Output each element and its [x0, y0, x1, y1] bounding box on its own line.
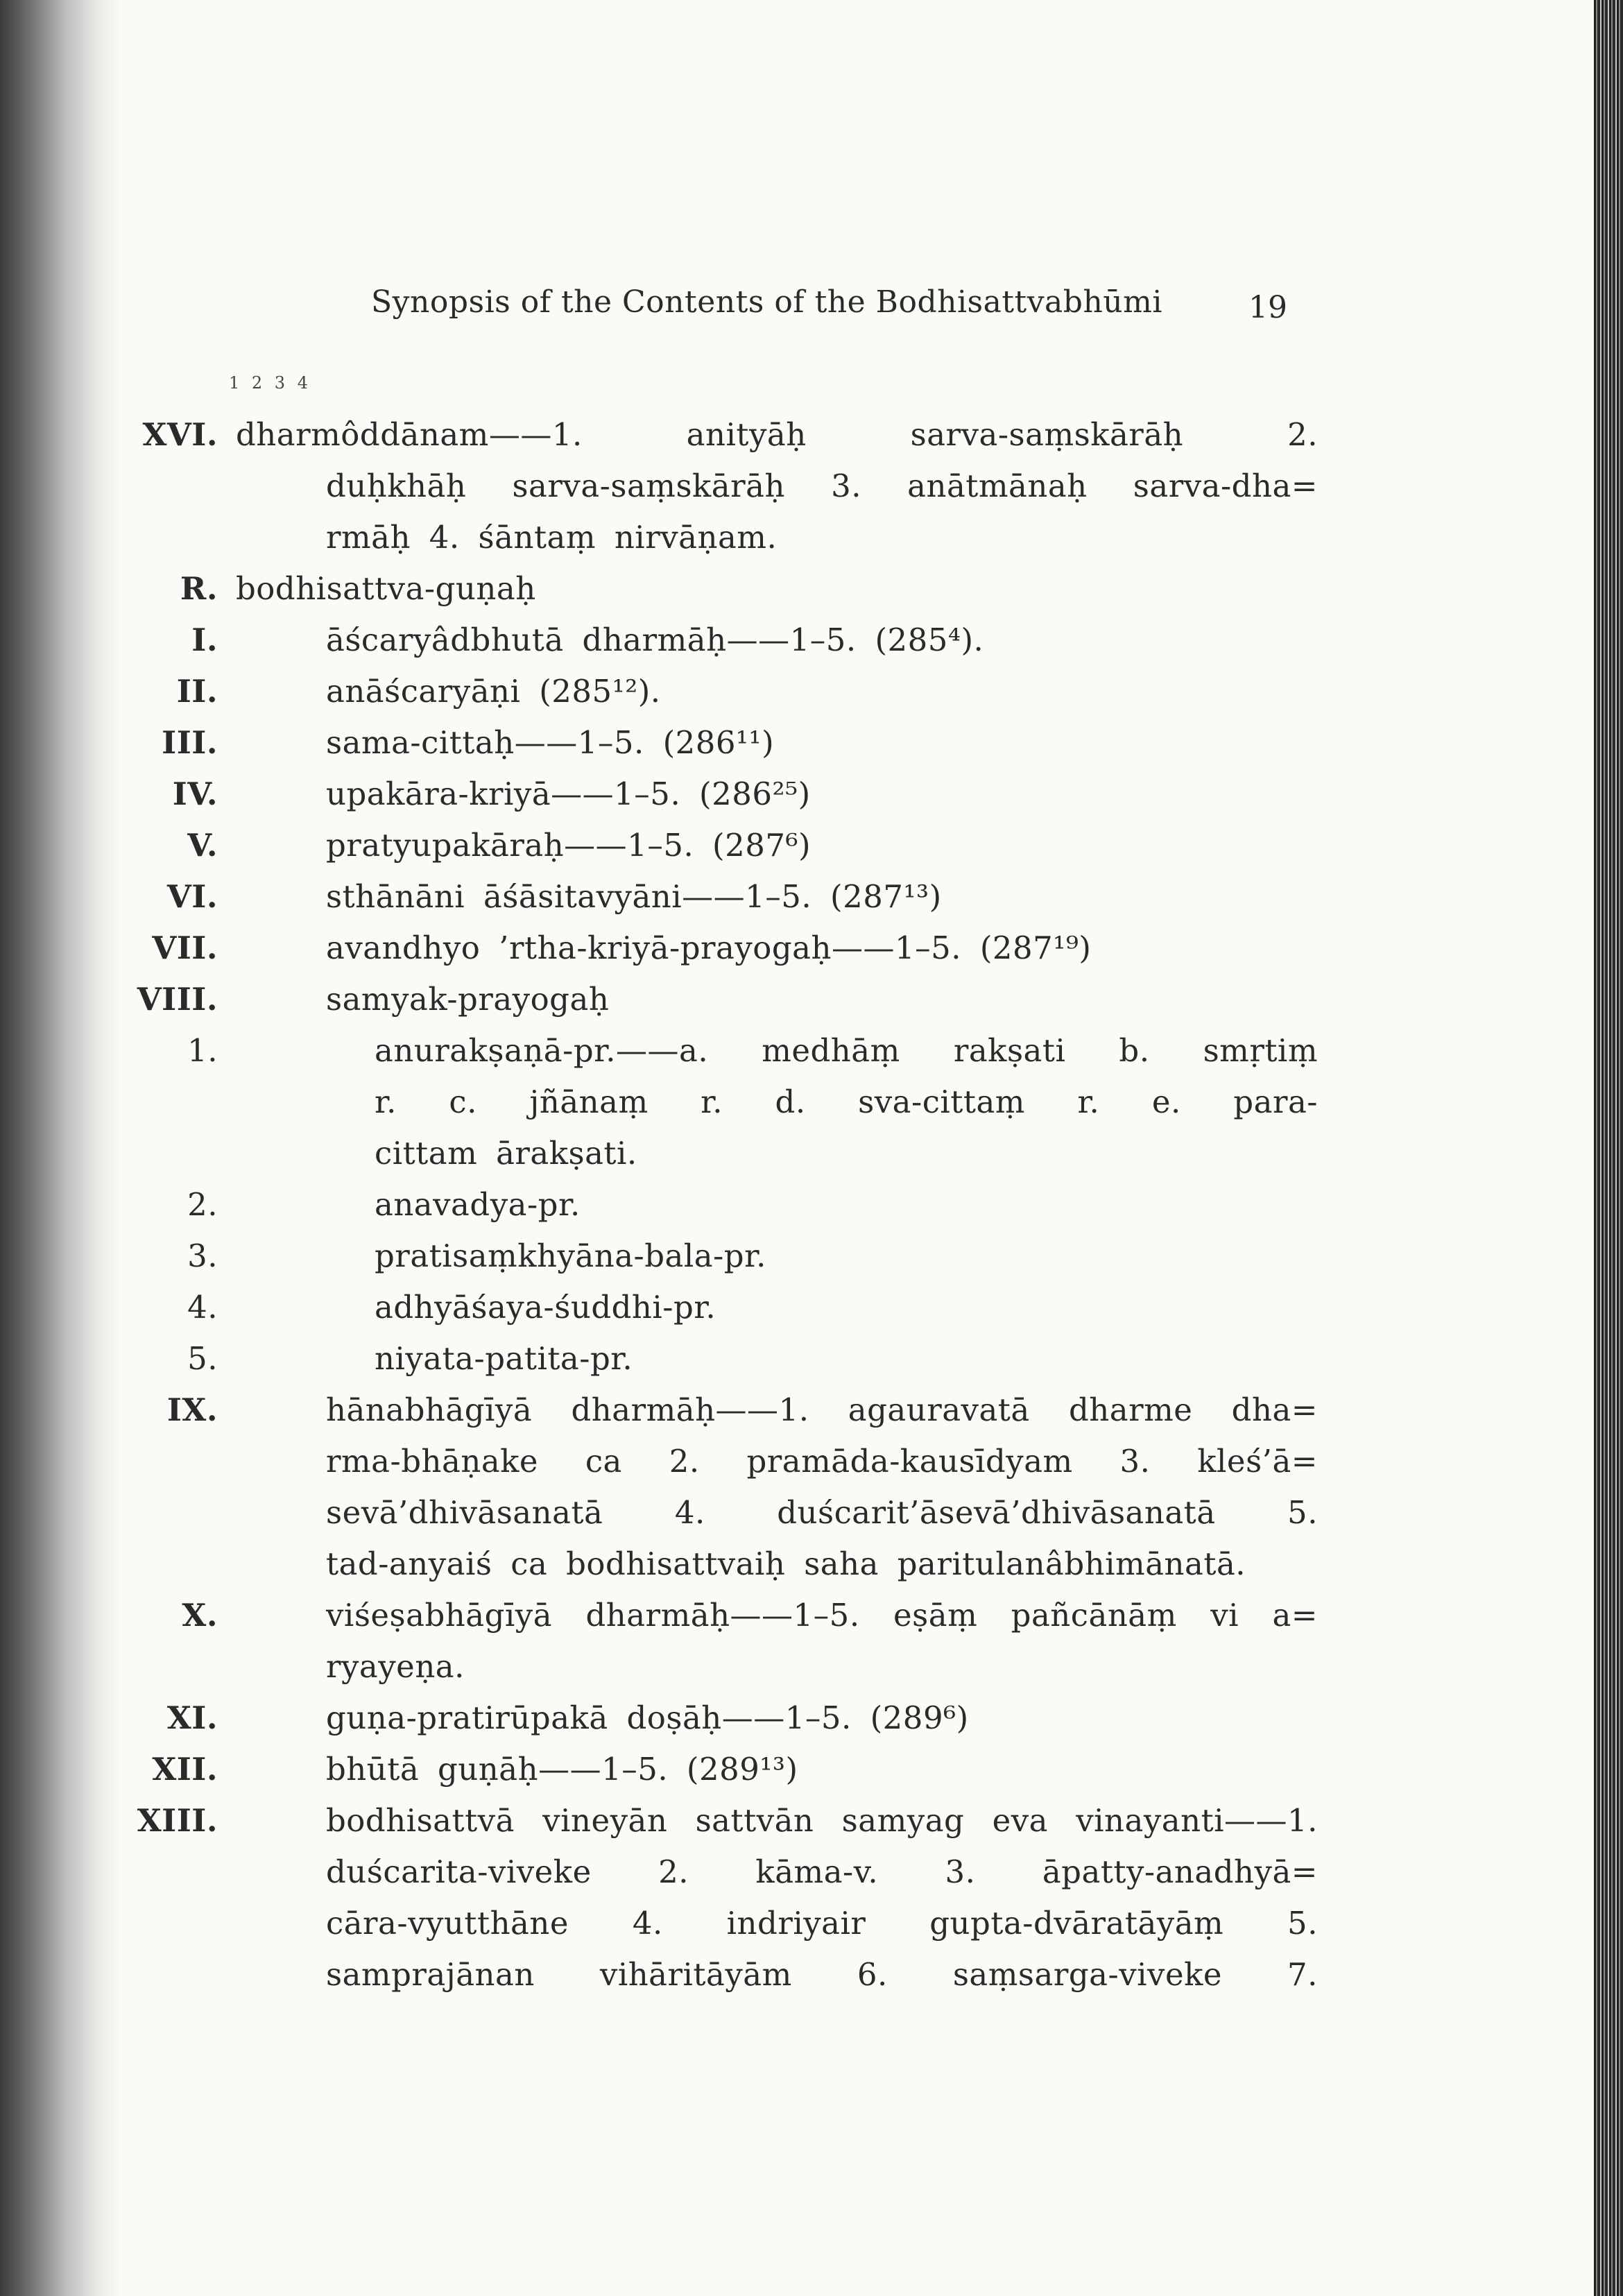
synopsis-line	[236, 1487, 1318, 1539]
synopsis-line	[137, 974, 1318, 1025]
line-marker: IX.	[166, 1391, 218, 1428]
synopsis-line	[187, 1025, 1318, 1077]
line-marker: VII.	[152, 929, 218, 966]
synopsis-line	[236, 1949, 1318, 2001]
synopsis-line	[236, 1539, 1318, 1590]
line-marker: VIII.	[137, 981, 218, 1018]
line-text: cittam ārakṣati.	[375, 1135, 637, 1172]
line-text: tad-anyaiś ca bodhisattvaiḥ saha paritulanâbhimānatā.	[326, 1545, 1246, 1582]
synopsis-line	[236, 461, 1318, 512]
synopsis-line	[236, 1128, 1318, 1179]
synopsis-line	[172, 769, 1318, 820]
line-marker: III.	[162, 724, 218, 761]
synopsis-line	[166, 1385, 1318, 1436]
line-text: adhyāśaya-śuddhi-pr.	[375, 1289, 716, 1326]
line-text: rmāḥ 4. śāntaṃ nirvāṇam.	[326, 519, 778, 556]
line-text: samprajānan vihāritāyām 6. saṃsarga-viveke 7.	[326, 1956, 1318, 1993]
scan-binding-right	[1594, 0, 1623, 2296]
line-marker: 4.	[187, 1289, 218, 1326]
line-text: duścarita-viveke 2. kāma-v. 3. āpatty-anadhyā=	[326, 1853, 1318, 1890]
synopsis-line	[152, 1744, 1318, 1795]
synopsis-line	[182, 1590, 1318, 1641]
line-text: r. c. jñānaṃ r. d. sva-cittaṃ r. e. para-	[375, 1083, 1318, 1120]
line-marker: 5.	[187, 1340, 218, 1377]
line-text: anurakṣaṇā-pr.——a. medhāṃ rakṣati b. smṛtiṃ	[375, 1032, 1318, 1069]
synopsis-line	[176, 666, 1318, 717]
line-text: anavadya-pr.	[375, 1186, 581, 1223]
line-marker: VI.	[166, 878, 218, 915]
line-text: samyak-prayogaḥ	[326, 981, 610, 1018]
scan-shadow-left	[0, 0, 121, 2296]
running-title: Synopsis of the Contents of the Bodhisattvabhūmi	[371, 284, 1162, 320]
line-marker: XVI.	[142, 416, 218, 453]
synopsis-line	[236, 1847, 1318, 1898]
line-marker: R.	[180, 570, 218, 607]
line-text: pratyupakāraḥ——1–5. (287⁶)	[326, 827, 812, 864]
line-text: guṇa-pratirūpakā doṣāḥ——1–5. (289⁶)	[326, 1699, 969, 1736]
line-marker: IV.	[172, 776, 218, 812]
line-text: duḥkhāḥ sarva-saṃskārāḥ 3. anātmānaḥ sarva-dha=	[326, 468, 1318, 504]
synopsis-line	[187, 1282, 1318, 1333]
synopsis-line	[166, 1693, 1318, 1744]
line-marker: XI.	[166, 1699, 218, 1736]
line-text: dharmôddānam——1. anityāḥ sarva-saṃskārāḥ 2.	[236, 416, 1318, 453]
line-text: āścaryâdbhutā dharmāḥ——1–5. (285⁴).	[326, 622, 984, 658]
synopsis-line	[236, 1077, 1318, 1128]
line-text: bodhisattva-guṇaḥ	[236, 570, 536, 607]
synopsis-line	[236, 1898, 1318, 1949]
line-text: viśeṣabhāgīyā dharmāḥ——1–5. eṣāṃ pañcānāṃ vi a=	[326, 1597, 1318, 1634]
synopsis-line	[166, 871, 1318, 923]
synopsis-line	[187, 820, 1318, 871]
line-marker: X.	[182, 1597, 218, 1634]
synopsis-line	[236, 512, 1318, 563]
line-text: cāra-vyutthāne 4. indriyair gupta-dvāratāyāṃ 5.	[326, 1905, 1318, 1942]
synopsis-line	[137, 1795, 1318, 1847]
line-text: bhūtā guṇāḥ——1–5. (289¹³)	[326, 1751, 798, 1788]
line-marker: XIII.	[137, 1802, 218, 1839]
line-text: rma-bhāṇake ca 2. pramāda-kausīdyam 3. kleś’ā=	[326, 1443, 1318, 1480]
line-text: sthānāni āśāsitavyāni——1–5. (287¹³)	[326, 878, 942, 915]
line-text: ryayeṇa.	[326, 1648, 465, 1685]
line-marker: II.	[176, 673, 218, 710]
running-header	[0, 284, 1623, 333]
line-marker: 1.	[187, 1032, 218, 1069]
synopsis-line	[187, 1333, 1318, 1385]
synopsis-line	[187, 1179, 1318, 1231]
line-marker: 2.	[187, 1186, 218, 1223]
synopsis-line	[162, 717, 1318, 769]
synopsis-line	[180, 563, 1318, 615]
line-text: pratisaṃkhyāna-bala-pr.	[375, 1237, 766, 1274]
synopsis-line	[152, 923, 1318, 974]
synopsis-line	[187, 1231, 1318, 1282]
synopsis-line	[236, 1436, 1318, 1487]
line-text: sevā’dhivāsanatā 4. duścarit’āsevā’dhivāsanatā 5.	[326, 1494, 1318, 1531]
line-marker: XII.	[152, 1751, 218, 1788]
line-marker: 3.	[187, 1237, 218, 1274]
column-marks: 1 2 3 4	[229, 373, 308, 393]
line-text: hānabhāgīyā dharmāḥ——1. agauravatā dharme dha=	[326, 1391, 1318, 1428]
line-text: bodhisattvā vineyān sattvān samyag eva vinayanti——1.	[326, 1802, 1318, 1839]
synopsis-line	[191, 615, 1318, 666]
line-marker: I.	[191, 622, 218, 658]
line-text: niyata-patita-pr.	[375, 1340, 633, 1377]
line-text: upakāra-kriyā——1–5. (286²⁵)	[326, 776, 811, 812]
synopsis-line	[142, 409, 1318, 461]
page-number: 19	[1248, 290, 1287, 325]
synopsis-line	[236, 1641, 1318, 1693]
line-text: sama-cittaḥ——1–5. (286¹¹)	[326, 724, 775, 761]
synopsis-body	[137, 409, 1318, 2001]
line-text: anāścaryāṇi (285¹²).	[326, 673, 661, 710]
line-text: avandhyo ’rtha-kriyā-prayogaḥ——1–5. (287¹⁹)	[326, 929, 1092, 966]
line-marker: V.	[187, 827, 218, 864]
